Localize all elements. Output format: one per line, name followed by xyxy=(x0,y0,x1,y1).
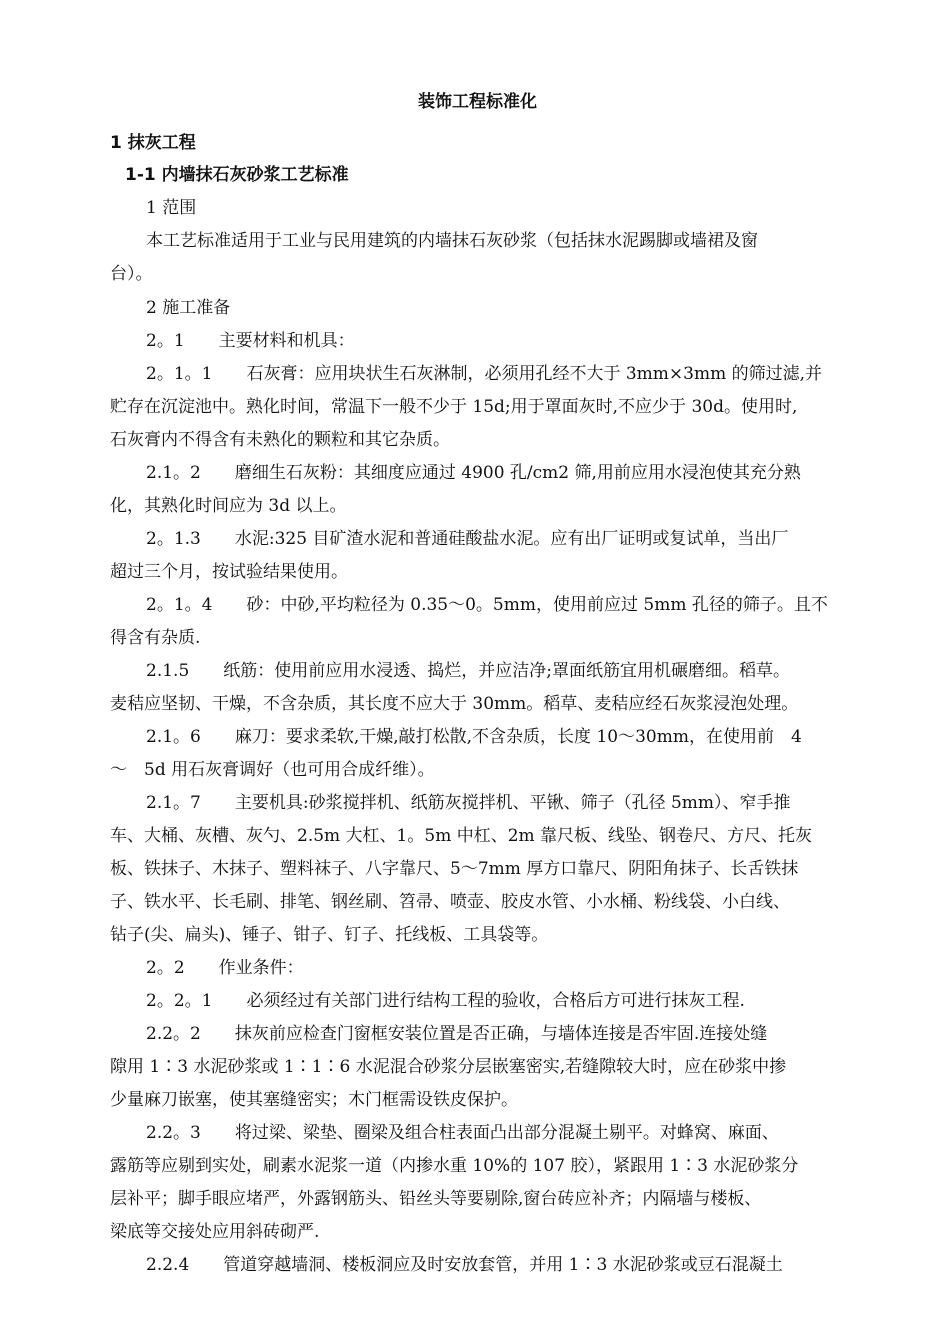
body-line: 2。2。1 必须经过有关部门进行结构工程的验收，合格后方可进行抹灰工程. xyxy=(146,991,745,1011)
body-line: 1 范围 xyxy=(146,198,197,218)
body-line: 2。2 作业条件： xyxy=(146,958,304,978)
body-line: 2.1。7 主要机具:砂浆搅拌机、纸筋灰搅拌机、平锹、筛子（孔径 5mm）、窄手推 xyxy=(146,793,791,813)
body-line: 2。1。4 砂：中砂,平均粒径为 0.35～0。5mm，使用前应过 5mm 孔径的筛子。且不 xyxy=(146,595,828,615)
body-line: 2.2.4 管道穿越墙洞、楼板洞应及时安放套管，并用 1∶3 水泥砂浆或豆石混凝土 xyxy=(146,1255,783,1275)
body-line: 本工艺标准适用于工业与民用建筑的内墙抹石灰砂浆（包括抹水泥踢脚或墙裙及窗 xyxy=(146,231,758,251)
body-line: 2。1 主要材料和机具： xyxy=(146,331,355,351)
body-line: 板、铁抹子、木抹子、塑料袜子、八字靠尺、5～7mm 厚方口靠尺、阴阳角抹子、长舌铁抹 xyxy=(110,859,799,879)
body-line: 梁底等交接处应用斜砖砌严. xyxy=(110,1222,320,1242)
body-line: 子、铁水平、长毛刷、排笔、钢丝刷、笤帚、喷壶、胶皮水管、小水桶、粉线袋、小白线、 xyxy=(110,892,790,912)
body-line: 化，其熟化时间应为 3d 以上。 xyxy=(110,496,347,516)
body-line: 台）。 xyxy=(110,264,153,284)
body-line: 2。1。1 石灰膏：应用块状生石灰淋制，必须用孔经不大于 3mm×3mm 的筛过滤,并 xyxy=(146,364,823,384)
body-line: 贮存在沉淀池中。熟化时间，常温下一般不少于 15d;用于罩面灰时,不应少于 30d。使用时, xyxy=(110,397,798,417)
body-line: 石灰膏内不得含有未熟化的颗粒和其它杂质。 xyxy=(110,430,450,450)
body-line: 钻子(尖、扁头)、锤子、钳子、钉子、托线板、工具袋等。 xyxy=(110,925,549,945)
body-line: 2.1.5 纸筋：使用前应用水浸透、捣烂，并应洁净;罩面纸筋宜用机碾磨细。稻草。 xyxy=(146,661,790,681)
document-title: 装饰工程标准化 xyxy=(418,92,537,112)
body-line: 2.2。2 抹灰前应检查门窗框安装位置是否正确，与墙体连接是否牢固.连接处缝 xyxy=(146,1024,768,1044)
body-line: 2.1。2 磨细生石灰粉：其细度应通过 4900 孔/cm2 筛,用前应用水浸泡使其充分熟 xyxy=(146,463,801,483)
body-line: 2。1.3 水泥:325 目矿渣水泥和普通硅酸盐水泥。应有出厂证明或复试单，当出厂 xyxy=(146,529,789,549)
body-line: 超过三个月，按试验结果使用。 xyxy=(110,562,348,582)
body-line: 车、大桶、灰槽、灰勺、2.5m 大杠、1。5m 中杠、2m 靠尺板、线坠、钢卷尺、方尺、托灰 xyxy=(110,826,813,846)
body-line: 层补平；脚手眼应堵严，外露钢筋头、铅丝头等要剔除,窗台砖应补齐；内隔墙与楼板、 xyxy=(110,1189,762,1209)
section-heading: 1 抹灰工程 xyxy=(110,133,196,153)
body-line: ～ 5d 用石灰膏调好（也可用合成纤维）。 xyxy=(110,760,435,780)
body-line: 2.1。6 麻刀：要求柔软,干燥,敲打松散,不含杂质，长度 10～30mm，在使用前 4 xyxy=(146,727,802,747)
body-line: 露筋等应剔到实处，刷素水泥浆一道（内掺水重 10%的 107 胶），紧跟用 1∶3 水泥砂浆分 xyxy=(110,1156,799,1176)
body-line: 麦秸应坚韧、干燥，不含杂质，其长度不应大于 30mm。稻草、麦秸应经石灰浆浸泡处理。 xyxy=(110,694,799,714)
body-line: 少量麻刀嵌塞，使其塞缝密实；木门框需设铁皮保护。 xyxy=(110,1090,518,1110)
body-line: 2 施工准备 xyxy=(146,298,231,318)
subsection-heading: 1-1 内墙抹石灰砂浆工艺标准 xyxy=(125,165,349,185)
body-line: 得含有杂质. xyxy=(110,628,201,648)
body-line: 隙用 1∶3 水泥砂浆或 1∶1∶6 水泥混合砂浆分层嵌塞密实,若缝隙较大时，应在砂浆中掺 xyxy=(110,1057,787,1077)
body-line: 2.2。3 将过梁、梁垫、圈梁及组合柱表面凸出部分混凝土剔平。对蜂窝、麻面、 xyxy=(146,1123,779,1143)
